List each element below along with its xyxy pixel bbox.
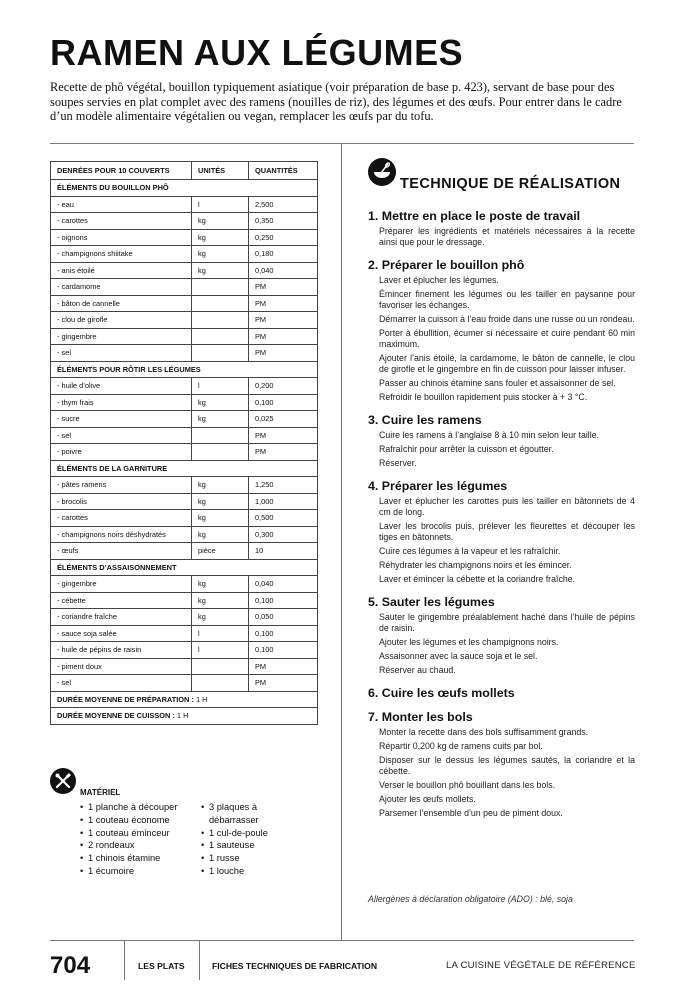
ingredient-name: - carottes: [51, 510, 192, 527]
materiel-item: • 1 écumoire: [80, 865, 195, 878]
table-row: [51, 477, 318, 494]
materiel-list-2: [201, 801, 291, 878]
ingredient-unit: kg: [192, 493, 249, 510]
step: [368, 209, 635, 248]
table-row: [51, 246, 318, 263]
technique-title: TECHNIQUE DE RÉALISATION: [400, 176, 621, 192]
ingredient-qty: 0,180: [249, 246, 318, 263]
ingredient-name: - pâtes ramens: [51, 477, 192, 494]
duration-value: 1 H: [195, 694, 208, 704]
step-line: Passer au chinois étamine sans fouler et assaisonner de sel.: [379, 378, 616, 388]
header-denrees: DENRÉES POUR 10 COUVERTS: [51, 162, 192, 180]
ingredient-qty: 0,040: [249, 576, 318, 593]
step-line: Cuire ces légumes à la vapeur et les rafraîchir.: [379, 546, 561, 556]
ingredient-name: - sel: [51, 427, 192, 444]
step-line: Répartir 0,200 kg de ramens cuits par bol.: [379, 741, 543, 751]
ingredient-qty: 0,500: [249, 510, 318, 527]
step-line: Laver les brocolis puis, prélever les fleurettes et découper les tiges en bâtonnets.: [379, 521, 635, 542]
step: [368, 258, 635, 403]
step: [368, 413, 635, 469]
ingredient-name: - cébette: [51, 592, 192, 609]
ingredient-name: - sauce soja salée: [51, 625, 192, 642]
table-row: [51, 510, 318, 527]
duration-rows: [51, 691, 318, 724]
step-line: Sauter le gingembre préalablement haché dans l’huile de pépins de raisin.: [379, 612, 635, 633]
footer-divider-2: [199, 940, 200, 980]
duration-row: [51, 691, 318, 708]
footer-divider-1: [124, 940, 125, 980]
step: [368, 479, 635, 585]
table-row: [51, 328, 318, 345]
ingredient-qty: 0,250: [249, 229, 318, 246]
ingredients-table: [50, 161, 318, 725]
materiel-item: • 1 louche: [201, 865, 291, 878]
materiel-item: • 1 couteau économe: [80, 814, 195, 827]
materiel-item: • 2 rondeaux: [80, 839, 195, 852]
ingredient-unit: pièce: [192, 543, 249, 560]
materiel-item: • 1 chinois étamine: [80, 852, 195, 865]
ingredient-name: - œufs: [51, 543, 192, 560]
ingredient-qty: 1,250: [249, 477, 318, 494]
table-row: [51, 378, 318, 395]
step-line: Ajouter les œufs mollets.: [379, 794, 476, 804]
ingredient-unit: l: [192, 196, 249, 213]
header-quantites: QUANTITÉS: [249, 162, 318, 180]
ingredient-unit: kg: [192, 394, 249, 411]
section-title: ÉLÉMENTS POUR RÔTIR LES LÉGUMES: [51, 361, 318, 378]
ingredient-unit: kg: [192, 592, 249, 609]
ingredient-unit: [192, 295, 249, 312]
materiel-item: • 1 couteau éminceur: [80, 827, 195, 840]
step-title: 5. Sauter les légumes: [368, 595, 495, 609]
ingredient-unit: [192, 312, 249, 329]
ingredient-qty: PM: [249, 312, 318, 329]
duration-label: DURÉE MOYENNE DE PRÉPARATION :: [57, 694, 194, 704]
table-row: [51, 526, 318, 543]
ingredient-unit: [192, 279, 249, 296]
ingredient-unit: kg: [192, 262, 249, 279]
section-row: [51, 180, 318, 197]
top-divider: [50, 143, 634, 144]
step-line: Ajouter les légumes et les champignons noirs.: [379, 637, 559, 647]
ingredient-name: - thym frais: [51, 394, 192, 411]
step-line: Disposer sur le dessus les légumes sautés, la coriandre et la cébette.: [379, 755, 635, 776]
ingredient-qty: 0,025: [249, 411, 318, 428]
ingredient-name: - gingembre: [51, 328, 192, 345]
ingredient-name: - oignons: [51, 229, 192, 246]
ingredient-name: - carottes: [51, 213, 192, 230]
step-line: Préparer les ingrédients et matériels nécessaires à la recette ainsi que pour le dressage.: [379, 226, 635, 247]
table-row: [51, 642, 318, 659]
table-row: [51, 427, 318, 444]
ingredient-name: - huile d’olive: [51, 378, 192, 395]
step-line: Démarrer la cuisson à l’eau froide dans une russe ou un rondeau.: [379, 314, 635, 324]
step: [368, 595, 635, 676]
table-row: [51, 592, 318, 609]
duration-cell: [51, 708, 318, 725]
section-row: [51, 361, 318, 378]
step-title: 4. Préparer les légumes: [368, 479, 508, 493]
ingredient-name: - eau: [51, 196, 192, 213]
step-line: Parsemer l’ensemble d’un peu de piment doux.: [379, 808, 563, 818]
duration-row: [51, 708, 318, 725]
ingredient-unit: [192, 427, 249, 444]
step-line: Verser le bouillon phô bouillant dans les bols.: [379, 780, 556, 790]
ingredient-qty: 0,200: [249, 378, 318, 395]
recipe-intro: Recette de phô végétal, bouillon typiquement asiatique (voir préparation de base p. 423), servant de base pour des soupes servies en plat complet avec des ramens (nouilles de riz), des légumes et des œufs. Pour entrer dans le cadre d’un modèle alimentaire végétalien ou vegan, remplacer les œufs par du tofu.: [50, 80, 622, 123]
step-line: Assaisonner avec la sauce soja et le sel.: [379, 651, 538, 661]
step-line: Réhydrater les champignons noirs et les émincer.: [379, 560, 572, 570]
ingredient-qty: 1,000: [249, 493, 318, 510]
ingredient-unit: l: [192, 642, 249, 659]
step: [368, 710, 635, 819]
ingredient-name: - champignons shiitake: [51, 246, 192, 263]
footer-section: LES PLATS: [138, 961, 185, 971]
ingredient-qty: PM: [249, 427, 318, 444]
step-line: Cuire les ramens à l’anglaise 8 à 10 min selon leur taille.: [379, 430, 600, 440]
section-title: ÉLÉMENTS D’ASSAISONNEMENT: [51, 559, 318, 576]
ingredient-unit: l: [192, 378, 249, 395]
table-row: [51, 493, 318, 510]
step-line: Réserver au chaud.: [379, 665, 456, 675]
table-row: [51, 394, 318, 411]
ingredient-qty: 0,040: [249, 262, 318, 279]
table-row: [51, 279, 318, 296]
materiel-list-1: [80, 801, 195, 878]
ingredient-qty: 0,300: [249, 526, 318, 543]
table-row: [51, 213, 318, 230]
ingredient-unit: [192, 675, 249, 692]
materiel-item: • 1 sauteuse: [201, 839, 291, 852]
step-line: Refroidir le bouillon rapidement puis stocker à + 3 °C.: [379, 392, 588, 402]
ingredient-name: - clou de girofle: [51, 312, 192, 329]
table-row: [51, 444, 318, 461]
ingredient-unit: [192, 328, 249, 345]
table-row: [51, 411, 318, 428]
ingredient-name: - coriandre fraîche: [51, 609, 192, 626]
ingredient-name: - piment doux: [51, 658, 192, 675]
step-title: 7. Monter les bols: [368, 710, 473, 724]
ingredient-name: - anis étoilé: [51, 262, 192, 279]
step-title: 2. Préparer le bouillon phô: [368, 258, 525, 272]
table-row: [51, 675, 318, 692]
ingredient-unit: [192, 444, 249, 461]
step-line: Laver et émincer la cébette et la coriandre fraîche.: [379, 574, 576, 584]
ingredient-unit: kg: [192, 609, 249, 626]
header-unites: UNITÉS: [192, 162, 249, 180]
bottom-divider: [50, 940, 634, 941]
footer-book-title: LA CUISINE VÉGÉTALE DE RÉFÉRENCE: [446, 960, 636, 971]
section-title: ÉLÉMENTS DE LA GARNITURE: [51, 460, 318, 477]
ingredient-name: - sel: [51, 345, 192, 362]
step-line: Porter à ébullition, écumer si nécessaire et cuire pendant 60 min maximum.: [379, 328, 635, 349]
footer-chapter: FICHES TECHNIQUES DE FABRICATION: [212, 961, 378, 971]
duration-value: 1 H: [176, 711, 189, 721]
table-row: [51, 576, 318, 593]
step-line: Rafraîchir pour arrêter la cuisson et égoutter.: [379, 444, 554, 454]
ingredient-unit: kg: [192, 411, 249, 428]
ingredient-name: - bâton de cannelle: [51, 295, 192, 312]
page-title: RAMEN AUX LÉGUMES: [50, 32, 464, 73]
ingredient-unit: kg: [192, 510, 249, 527]
ingredient-unit: kg: [192, 213, 249, 230]
ingredient-unit: [192, 658, 249, 675]
mixing-bowl-icon: [368, 158, 396, 186]
table-row: [51, 658, 318, 675]
duration-label: DURÉE MOYENNE DE CUISSON :: [57, 711, 175, 721]
allergens-note: Allergènes à déclaration obligatoire (ADO) : blé, soja: [368, 894, 573, 904]
ingredients-body: [51, 180, 318, 692]
ingredient-qty: PM: [249, 658, 318, 675]
ingredient-unit: kg: [192, 576, 249, 593]
technique-steps: [368, 209, 635, 829]
ingredient-qty: PM: [249, 295, 318, 312]
ingredient-qty: 0,100: [249, 394, 318, 411]
ingredient-qty: 0,050: [249, 609, 318, 626]
ingredient-unit: [192, 345, 249, 362]
ingredient-qty: PM: [249, 279, 318, 296]
table-header-row: [51, 162, 318, 180]
table-row: [51, 543, 318, 560]
section-title: ÉLÉMENTS DU BOUILLON PHÔ: [51, 180, 318, 197]
ingredient-name: - huile de pépins de raisin: [51, 642, 192, 659]
ingredient-qty: 2,500: [249, 196, 318, 213]
table-row: [51, 609, 318, 626]
step-line: Monter la recette dans des bols suffisamment grands.: [379, 727, 589, 737]
section-row: [51, 559, 318, 576]
ingredient-qty: PM: [249, 444, 318, 461]
ingredient-unit: l: [192, 625, 249, 642]
section-row: [51, 460, 318, 477]
page-number: 704: [50, 952, 91, 979]
ingredient-qty: 0,100: [249, 592, 318, 609]
step: [368, 686, 635, 700]
duration-cell: [51, 691, 318, 708]
ingredient-qty: 0,100: [249, 642, 318, 659]
materiel-item: • 1 planche à découper: [80, 801, 195, 814]
table-row: [51, 196, 318, 213]
step-title: 3. Cuire les ramens: [368, 413, 482, 427]
ingredient-qty: 0,100: [249, 625, 318, 642]
step-line: Laver et éplucher les carottes puis les tailler en bâtonnets de 4 cm de long.: [379, 496, 635, 517]
step-line: Ajouter l’anis étoilé, la cardamome, le bâton de cannelle, le clou de girofle et le gingembre en fin de cuisson pour laisser infuser.: [379, 353, 635, 374]
step-line: Émincer finement les légumes ou les tailler en paysanne pour favoriser les échanges.: [379, 289, 635, 310]
ingredient-qty: PM: [249, 345, 318, 362]
ingredient-name: - brocolis: [51, 493, 192, 510]
table-row: [51, 312, 318, 329]
table-row: [51, 625, 318, 642]
column-divider: [341, 143, 342, 940]
step-line: Réserver.: [379, 458, 417, 468]
step-line: Laver et éplucher les légumes.: [379, 275, 499, 285]
ingredient-unit: kg: [192, 526, 249, 543]
ingredient-qty: PM: [249, 328, 318, 345]
step-title: 6. Cuire les œufs mollets: [368, 686, 515, 700]
ingredient-unit: kg: [192, 477, 249, 494]
table-row: [51, 262, 318, 279]
table-row: [51, 229, 318, 246]
ingredient-qty: PM: [249, 675, 318, 692]
ingredient-qty: 0,350: [249, 213, 318, 230]
utensils-icon: [50, 768, 76, 794]
step-title: 1. Mettre en place le poste de travail: [368, 209, 581, 223]
ingredient-name: - sucre: [51, 411, 192, 428]
materiel-title: MATÉRIEL: [80, 788, 121, 797]
ingredient-name: - champignons noirs déshydratés: [51, 526, 192, 543]
ingredient-name: - poivre: [51, 444, 192, 461]
ingredient-name: - gingembre: [51, 576, 192, 593]
materiel-item: • 3 plaques à débarrasser: [201, 801, 291, 827]
table-row: [51, 345, 318, 362]
table-row: [51, 295, 318, 312]
ingredient-name: - cardamome: [51, 279, 192, 296]
ingredient-unit: kg: [192, 246, 249, 263]
materiel-item: • 1 cul-de-poule: [201, 827, 291, 840]
materiel-item: • 1 russe: [201, 852, 291, 865]
ingredient-name: - sel: [51, 675, 192, 692]
ingredient-qty: 10: [249, 543, 318, 560]
ingredient-unit: kg: [192, 229, 249, 246]
